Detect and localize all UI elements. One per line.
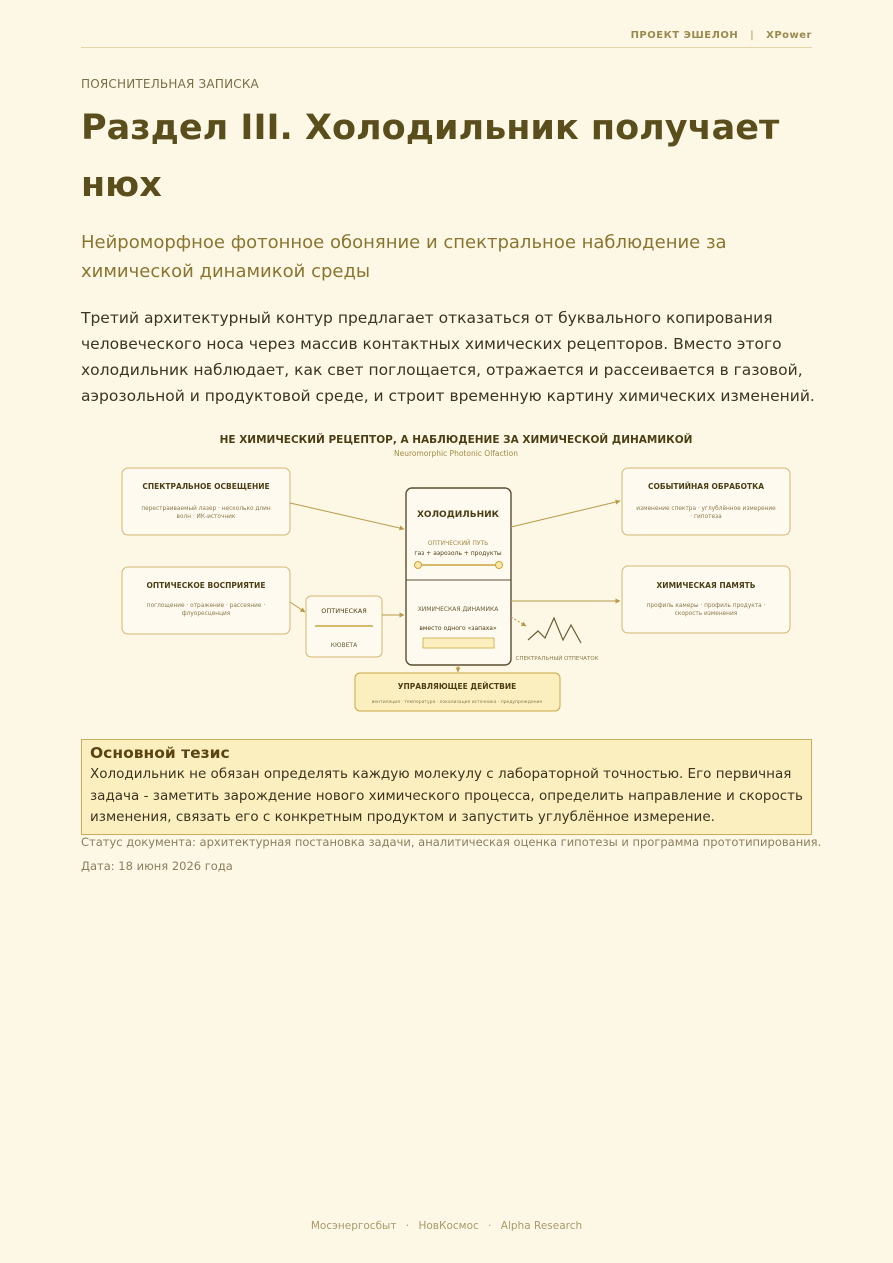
spectral-fingerprint-label: СПЕКТРАЛЬНЫЙ ОТПЕЧАТОК xyxy=(515,656,599,662)
cuvette-bottom-label: КЮВЕТА xyxy=(330,642,358,649)
document-status: Статус документа: архитектурная постановка задачи, аналитическая оценка гипотезы и программа прототипирования. xyxy=(81,835,822,849)
thesis-box xyxy=(81,739,812,835)
page-header xyxy=(81,30,812,41)
chemical-memory-line1: профиль камеры · профиль продукта · xyxy=(646,603,766,609)
diagram-subtitle: Neuromorphic Photonic Olfaction xyxy=(393,449,519,458)
event-processing-line2: · гипотеза xyxy=(690,514,722,520)
optical-perception-line1: поглощение · отражение · рассеяние · xyxy=(146,603,266,609)
fridge-block xyxy=(406,488,511,665)
beam-start-icon xyxy=(415,562,422,569)
header-separator: | xyxy=(750,30,755,41)
beam-end-icon xyxy=(496,562,503,569)
spectral-lighting-line1: перестраиваемый лазер · несколько длин xyxy=(141,506,271,512)
footer-org-3: Alpha Research xyxy=(500,1220,583,1232)
arrow-perception-to-cuvette xyxy=(290,602,305,612)
page-subtitle: Нейроморфное фотонное обоняние и спектральное наблюдение за химической динамикой среды xyxy=(81,232,727,282)
page-title: Раздел III. Холодильник получает нюх xyxy=(81,108,780,205)
control-action-box xyxy=(355,673,560,711)
chemical-memory-title: ХИМИЧЕСКАЯ ПАМЯТЬ xyxy=(656,581,756,590)
document-date: Дата: 18 июня 2026 года xyxy=(81,859,233,873)
header-divider xyxy=(81,47,812,48)
chem-dynamics-bar xyxy=(423,638,494,648)
optical-cuvette xyxy=(306,596,382,657)
footer-dot-1: · xyxy=(405,1220,410,1232)
thesis-text: Холодильник не обязан определять каждую молекулу с лабораторной точностью. Его первичная задача - заметить зарождение нового химического процесса, определить направление и скорость изменения, связать его с конкретным продуктом и запустить углублённое измерение. xyxy=(90,766,803,825)
optical-perception-box xyxy=(122,567,290,634)
footer-org-1: Мосэнергосбыт xyxy=(310,1220,397,1232)
event-processing-box xyxy=(622,468,790,535)
optical-perception-line2: флуоресценция xyxy=(181,611,231,617)
thesis-title: Основной тезис xyxy=(90,744,230,762)
control-action-title: УПРАВЛЯЮЩЕЕ ДЕЙСТВИЕ xyxy=(397,682,517,691)
spectral-lighting-line2: волн · ИК-источник xyxy=(176,514,236,520)
chem-dynamics-detail: вместо одного «запаха» xyxy=(419,625,497,632)
fridge-title: ХОЛОДИЛЬНИК xyxy=(416,510,500,520)
spectral-lighting-title: СПЕКТРАЛЬНОЕ ОСВЕЩЕНИЕ xyxy=(142,482,270,491)
page-footer xyxy=(0,1220,893,1232)
spectral-lighting-box xyxy=(122,468,290,535)
document-kicker: ПОЯСНИТЕЛЬНАЯ ЗАПИСКА xyxy=(81,77,259,91)
architecture-diagram xyxy=(115,425,800,725)
lead-paragraph: Третий архитектурный контур предлагает отказаться от буквального копирования человеческого носа через массив контактных химических рецепторов. Вместо этого холодильник наблюдает, как свет поглощается, отражается и рассеивается в газовой, аэрозольной и продуктовой среде, и строит временную картину химических изменений. xyxy=(81,309,815,405)
optical-path-label: ОПТИЧЕСКИЙ ПУТЬ xyxy=(427,540,489,547)
control-action-line1: вентиляция · температура · локализация источника · предупреждение xyxy=(371,700,543,705)
optical-perception-title: ОПТИЧЕСКОЕ ВОСПРИЯТИЕ xyxy=(146,581,266,590)
project-name: ПРОЕКТ ЭШЕЛОН xyxy=(630,30,739,41)
spectrum-waveform xyxy=(528,618,581,643)
spectral-fingerprint xyxy=(516,618,599,662)
arrow-lighting-to-fridge xyxy=(290,503,404,529)
chemical-memory-box xyxy=(622,566,790,633)
arrow-fridge-to-fingerprint xyxy=(511,617,526,626)
footer-org-2: НовКосмос xyxy=(418,1220,479,1232)
event-processing-line1: изменение спектра · углублённое измерение xyxy=(636,506,776,512)
cuvette-top-label: ОПТИЧЕСКАЯ xyxy=(321,607,367,615)
brand-name: XPower xyxy=(766,30,812,41)
footer-dot-2: · xyxy=(488,1220,492,1232)
arrow-fridge-to-events xyxy=(511,501,620,527)
optical-path-detail: газ + аэрозоль + продукты xyxy=(414,550,502,557)
diagram-title: НЕ ХИМИЧЕСКИЙ РЕЦЕПТОР, А НАБЛЮДЕНИЕ ЗА ХИМИЧЕСКОЙ ДИНАМИКОЙ xyxy=(219,434,693,446)
chem-dynamics-label: ХИМИЧЕСКАЯ ДИНАМИКА xyxy=(417,606,499,613)
event-processing-title: СОБЫТИЙНАЯ ОБРАБОТКА xyxy=(647,482,765,491)
chemical-memory-line2: скорость изменения xyxy=(674,611,738,617)
